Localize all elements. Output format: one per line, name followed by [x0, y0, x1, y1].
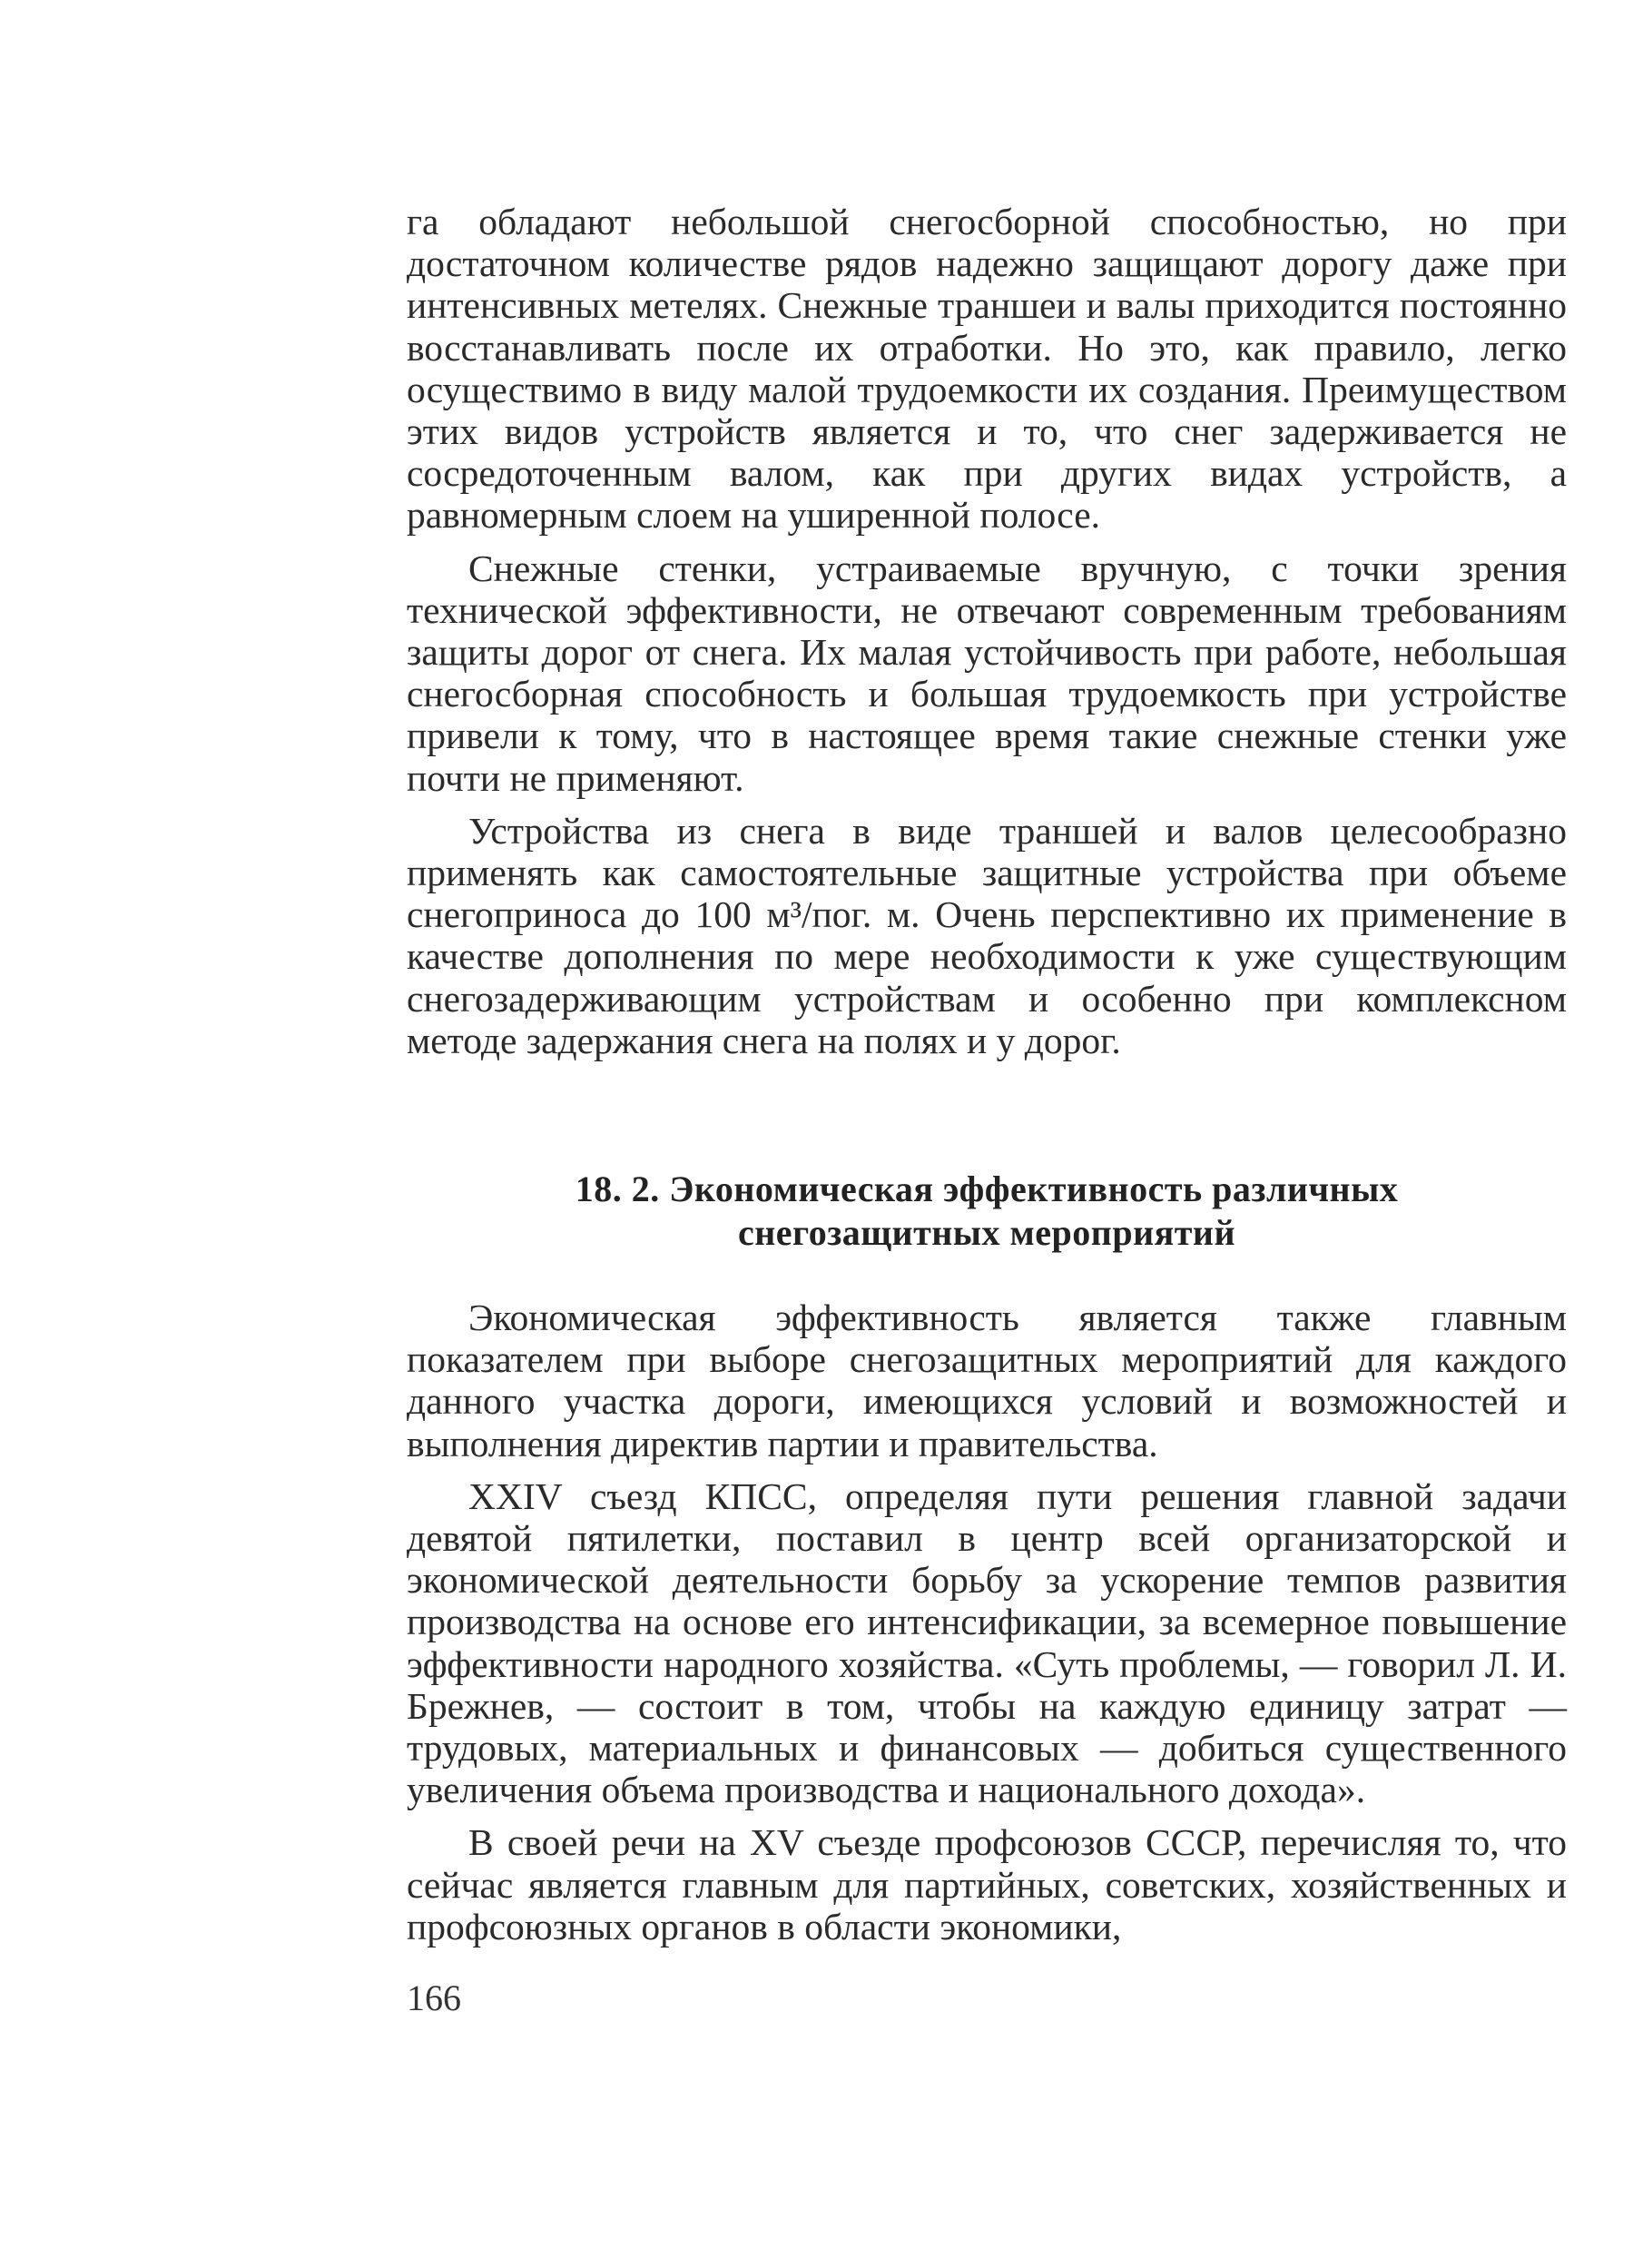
page-number: 166: [407, 1977, 461, 2018]
paragraph: В своей речи на XV съезде профсоюзов СССР, перечисляя то, что сейчас является главным для партийных, советских, хозяйственных и профсоюзных органов в области экономики,: [407, 1821, 1567, 1948]
section-heading: [407, 1168, 1567, 1255]
paragraph: га обладают небольшой снегосборной способностью, но при достаточном количестве рядов надежно защищают дорогу даже при интенсивных метелях. Снежные траншеи и валы приходится постоянно восстанавливать после их отработки. Но это, как правило, легко осуществимо в виду малой трудоемкости их создания. Преимуществом этих видов устройств является и то, что снег задерживается не сосредоточенным валом, как при других видах устройств, а равномерным слоем на уширенной полосе.: [407, 201, 1567, 537]
section-heading-line: 18. 2. Экономическая эффективность различных: [575, 1169, 1399, 1209]
top-text-block: [407, 201, 1567, 1072]
paragraph: Снежные стенки, устраиваемые вручную, с точки зрения технической эффективности, не отвечают современным требованиям защиты дорог от снега. Их малая устойчивость при работе, небольшая снегосборная способность и большая трудоемкость при устройстве привели к тому, что в настоящее время такие снежные стенки уже почти не применяют.: [407, 547, 1567, 799]
paragraph: Устройства из снега в виде траншей и валов целесообразно применять как самостоятельные защитные устройства при объеме снегоприноса до 100 м³/пог. м. Очень перспективно их применение в качестве дополнения по мере необходимости к уже существующим снегозадерживающим устройствам и особенно при комплексном методе задержания снега на полях и у дорог.: [407, 809, 1567, 1061]
paragraph: XXIV съезд КПСС, определяя пути решения главной задачи девятой пятилетки, поставил в центр всей организаторской и экономической деятельности борьбу за ускорение темпов развития производства на основе его интенсификации, за всемерное повышение эффективности народного хозяйства. «Суть проблемы, — говорил Л. И. Брежнев, — состоит в том, чтобы на каждую единицу затрат — трудовых, материальных и финансовых — добиться существенного увеличения объема производства и национального дохода».: [407, 1474, 1567, 1811]
bottom-text-block: [407, 1297, 1567, 1958]
section-heading-line: снегозащитных мероприятий: [737, 1212, 1235, 1253]
paragraph: Экономическая эффективность является также главным показателем при выборе снегозащитных мероприятий для каждого данного участка дороги, имеющихся условий и возможностей и выполнения директив партии и правительства.: [407, 1297, 1567, 1464]
